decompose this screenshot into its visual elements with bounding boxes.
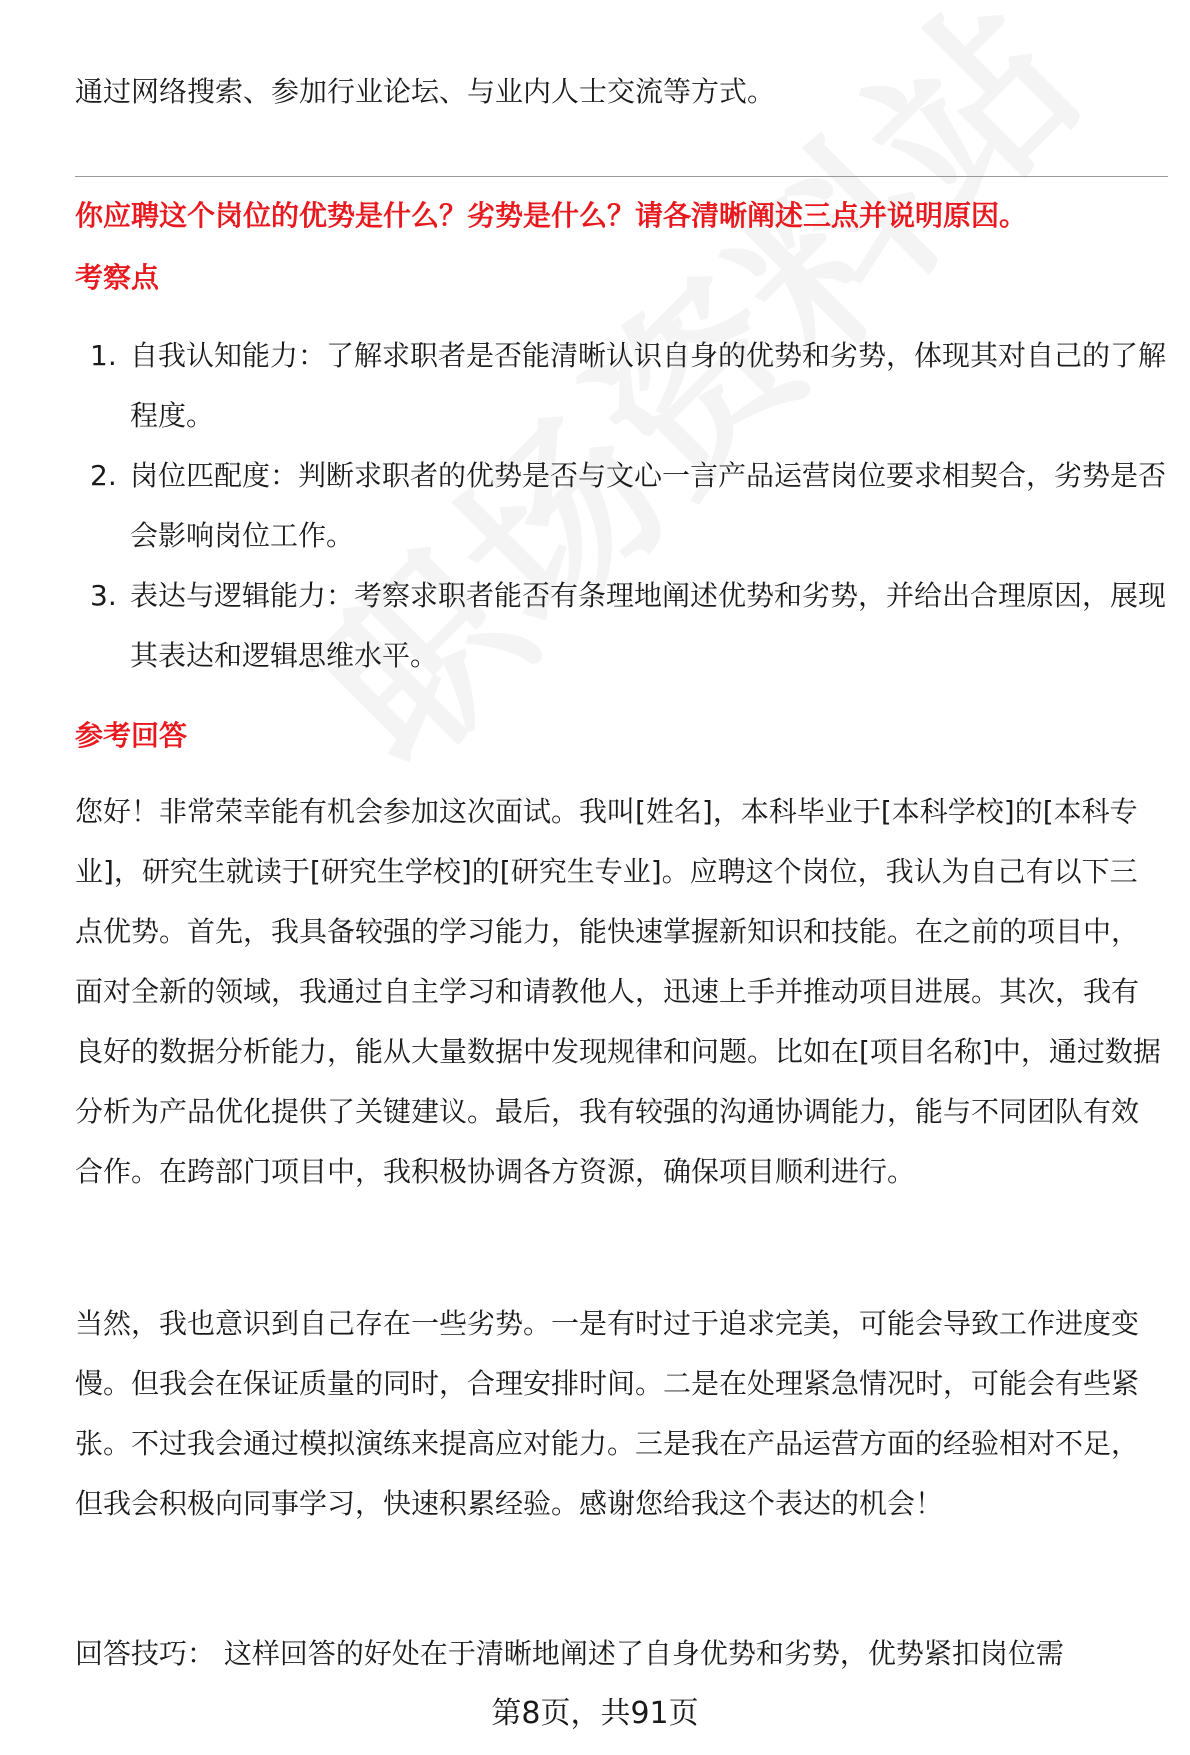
question-title: 你应聘这个岗位的优势是什么？劣势是什么？请各清晰阐述三点并说明原因。: [75, 199, 1028, 232]
list-item-text: 岗位匹配度：判断求职者的优势是否与文心一言产品运营岗位要求相契合，劣势是否会影响岗位工作。: [130, 459, 1167, 552]
list-item-text: 自我认知能力：了解求职者是否能清晰认识自身的优势和劣势，体现其对自己的了解程度。: [130, 339, 1167, 432]
list-item: [75, 446, 1170, 566]
points-list: [75, 326, 1170, 686]
list-item: [75, 326, 1170, 446]
intro-paragraph: 通过网络搜索、参加行业论坛、与业内人士交流等方式。: [75, 75, 776, 108]
page-number: 第8页，共91页: [491, 1696, 699, 1731]
answer-paragraph-2: 当然，我也意识到自己存在一些劣势。一是有时过于追求完美，可能会导致工作进度变慢。但我会在保证质量的同时，合理安排时间。二是在处理紧急情况时，可能会有些紧张。不过我会通过模拟演练来提高应对能力。三是我在产品运营方面的经验相对不足，但我会积极向同事学习，快速积累经验。感谢您给我这个表达的机会！: [75, 1307, 1140, 1520]
list-item-number: 3.: [90, 579, 117, 612]
answer-paragraph-1: 您好！非常荣幸能有机会参加这次面试。我叫[姓名]，本科毕业于[本科学校]的[本科专业]，研究生就读于[研究生学校]的[研究生专业]。应聘这个岗位，我认为自己有以下三点优势。首先，我具备较强的学习能力，能快速掌握新知识和技能。在之前的项目中，面对全新的领域，我通过自主学习和请教他人，迅速上手并推动项目进展。其次，我有良好的数据分析能力，能从大量数据中发现规律和问题。比如在[项目名称]中，通过数据分析为产品优化提供了关键建议。最后，我有较强的沟通协调能力，能与不同团队有效合作。在跨部门项目中，我积极协调各方资源，确保项目顺利进行。: [75, 795, 1161, 1188]
list-item: [75, 566, 1170, 686]
answer-heading: 参考回答: [75, 719, 188, 752]
list-item-number: 2.: [90, 459, 117, 492]
section-divider: [75, 176, 1168, 177]
answer-tips: 回答技巧： 这样回答的好处在于清晰地阐述了自身优势和劣势，优势紧扣岗位需: [75, 1637, 1064, 1670]
points-heading: 考察点: [75, 261, 160, 294]
list-item-number: 1.: [90, 339, 117, 372]
list-item-text: 表达与逻辑能力：考察求职者能否有条理地阐述优势和劣势，并给出合理原因，展现其表达和逻辑思维水平。: [130, 579, 1167, 672]
